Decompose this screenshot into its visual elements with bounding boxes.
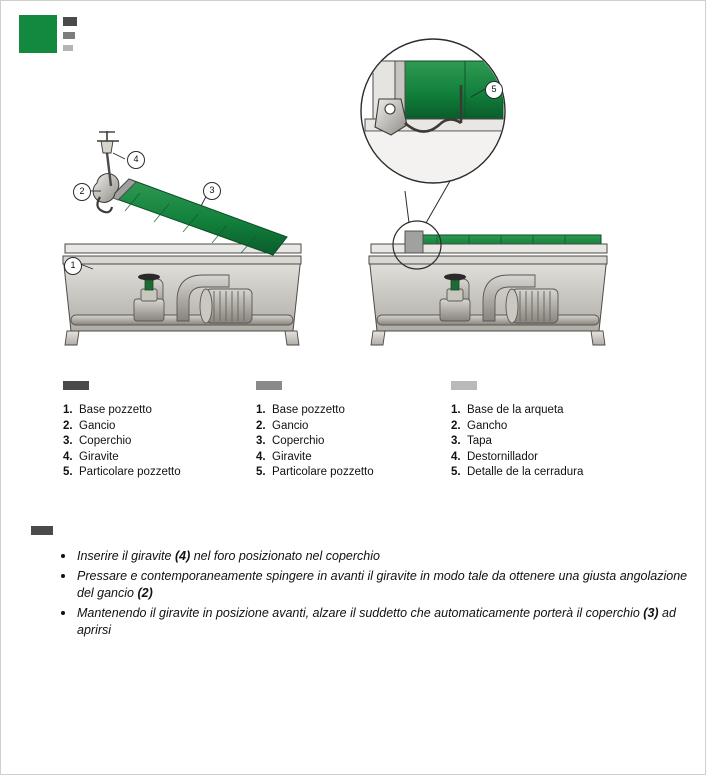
legend-item-label: Tapa <box>467 435 492 447</box>
legend-list-2 <box>256 403 374 481</box>
lid-closed <box>371 231 607 253</box>
left-assembly <box>63 131 301 345</box>
legend-item-number: 2. <box>63 419 73 432</box>
hook-left <box>93 174 119 213</box>
detail-bubble <box>361 39 515 183</box>
legend-item <box>256 419 374 435</box>
legend-item-number: 5. <box>451 466 461 478</box>
legend-item <box>63 434 181 450</box>
legend-item-label: Base de la arqueta <box>467 404 564 416</box>
legend-item-label: Detalle de la cerradura <box>467 466 584 478</box>
legend-item-label: Gancio <box>272 419 309 432</box>
legend-item-label: Particolare pozzetto <box>272 466 374 478</box>
legend-item-label: Base pozzetto <box>79 404 152 416</box>
legend-item-label: Base pozzetto <box>272 404 345 416</box>
legend-item-number: 4. <box>63 450 73 463</box>
legend-item <box>451 450 583 466</box>
drawing-svg <box>1 1 706 381</box>
legend-item-label: Giravite <box>79 450 119 463</box>
legend-item-number: 4. <box>451 450 461 463</box>
legend-item-number: 5. <box>63 466 73 478</box>
legend-column-spanish <box>451 381 583 481</box>
legend-item-number: 4. <box>256 450 266 463</box>
legend-item <box>451 419 583 435</box>
legend-item-label: Giravite <box>272 450 312 463</box>
right-assembly <box>369 181 607 345</box>
legend-swatch-mid <box>256 381 282 390</box>
legend-item <box>63 450 181 466</box>
legend-column-italian-2 <box>256 381 374 481</box>
legend-item-label: Destornillador <box>467 450 538 463</box>
legend-item-label: Gancio <box>79 419 116 432</box>
legend-column-italian-1 <box>63 381 181 481</box>
callout-1: 1 <box>64 257 82 275</box>
legend-item-label: Coperchio <box>272 435 325 447</box>
legend-item-label: Gancho <box>467 419 508 432</box>
legend-item <box>256 403 374 419</box>
technical-drawing <box>1 1 706 381</box>
callout-5: 5 <box>485 81 503 99</box>
callout-3: 3 <box>203 182 221 200</box>
instruction-step: Inserire il giravite (4) nel foro posizionato nel coperchio <box>71 548 691 565</box>
legend-item <box>63 419 181 435</box>
legend <box>1 381 706 501</box>
filter-right <box>506 289 558 323</box>
legend-list-1 <box>63 403 181 481</box>
legend-item <box>63 465 181 481</box>
legend-item <box>256 465 374 481</box>
callout-4: 4 <box>127 151 145 169</box>
legend-item <box>256 434 374 450</box>
legend-item-number: 3. <box>256 435 266 447</box>
legend-item-number: 1. <box>451 404 461 416</box>
instruction-step: Pressare e contemporaneamente spingere in avanti il giravite in modo tale da ottenere una giusta angolazione del gancio (2) <box>71 568 691 602</box>
legend-item <box>451 465 583 481</box>
instructions-swatch <box>31 526 53 535</box>
legend-swatch-dark <box>63 381 89 390</box>
legend-item <box>451 434 583 450</box>
instruction-step: Mantenendo il giravite in posizione avanti, alzare il suddetto che automaticamente porterà il coperchio (3) ad aprirsi <box>71 605 691 639</box>
legend-item-number: 1. <box>63 404 73 416</box>
legend-item-number: 2. <box>256 419 266 432</box>
legend-item-number: 3. <box>63 435 73 447</box>
legend-item <box>256 450 374 466</box>
legend-item-number: 2. <box>451 419 461 432</box>
legend-item <box>451 403 583 419</box>
legend-item-label: Particolare pozzetto <box>79 466 181 478</box>
legend-swatch-light <box>451 381 477 390</box>
legend-item-number: 1. <box>256 404 266 416</box>
legend-item <box>63 403 181 419</box>
legend-item-number: 3. <box>451 435 461 447</box>
callout-2: 2 <box>73 183 91 201</box>
instructions-list <box>53 548 691 642</box>
filter-left <box>200 289 252 323</box>
legend-list-3 <box>451 403 583 481</box>
legend-item-label: Coperchio <box>79 435 132 447</box>
legend-item-number: 5. <box>256 466 266 478</box>
